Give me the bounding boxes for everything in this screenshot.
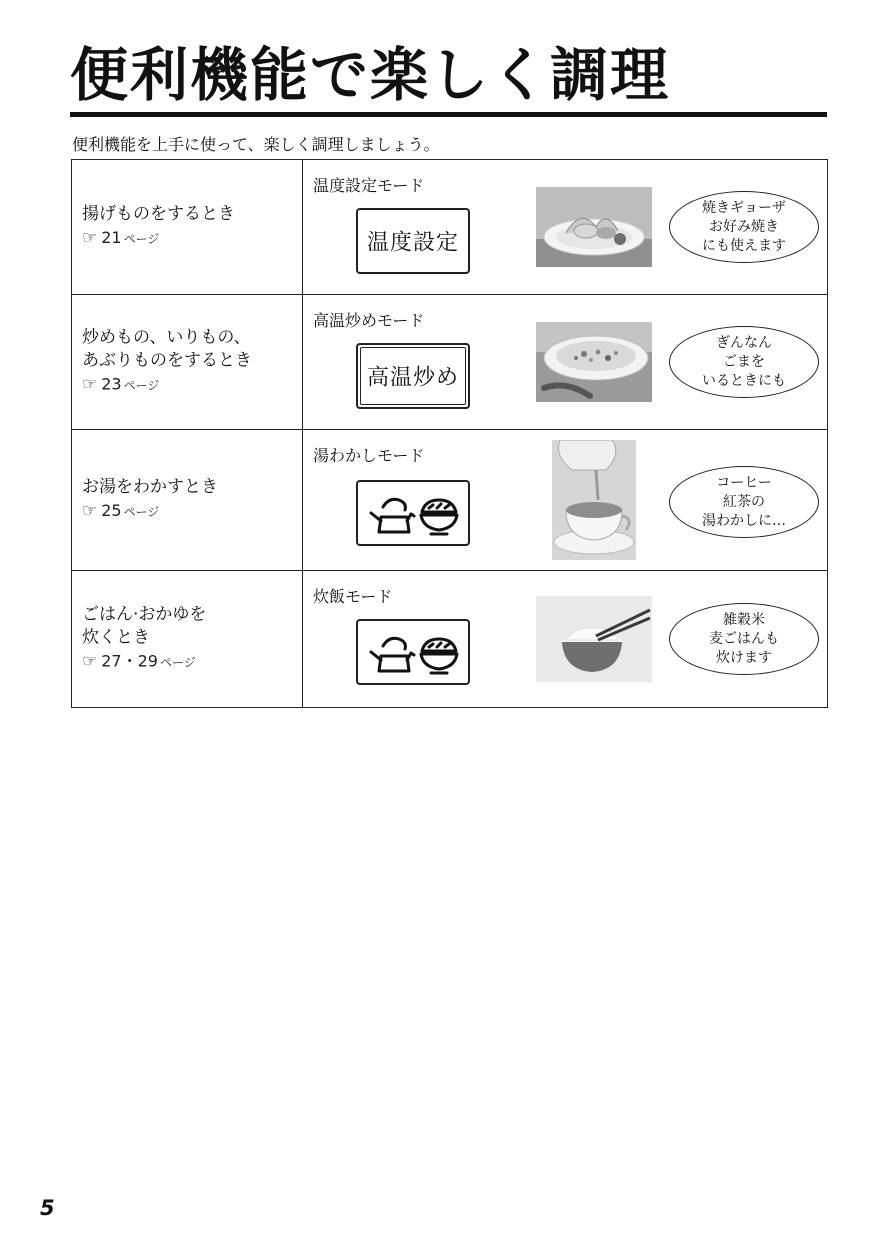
page-reference [82,373,298,398]
note-bubble [669,466,819,538]
note-line: 麦ごはんも [709,630,779,647]
page-title: 便利機能で楽しく調理 [70,41,671,109]
note-line: 炊けます [716,649,772,666]
note-line: 雑穀米 [723,611,765,628]
title-underline [70,112,827,117]
mode-label: 湯わかしモード [313,446,425,465]
use-text: お湯をわかすとき [82,477,218,497]
use-text: あぶりものをするとき [82,350,252,371]
rice-bowl-icon [421,500,457,534]
rice-bowl-icon [421,639,457,673]
mode-cell [303,571,828,708]
mode-label: 高温炒めモード [313,311,425,330]
use-text: ごはん·おかゆを [82,604,207,625]
mode-label: 炊飯モード [313,587,393,606]
mode-label: 温度設定モード [313,176,425,195]
use-text: 炒めもの、いりもの、 [82,327,251,348]
page-number-ref: 21 [101,228,122,247]
page-reference [82,499,298,524]
lead-text: 便利機能を上手に使って、楽しく調理しましょう。 [72,135,440,154]
temperature-setting-key [356,208,470,274]
table-row [72,430,828,571]
note-line: ごまを [723,353,765,370]
pointing-hand-icon: ☞ [82,374,98,395]
use-cell [72,430,303,571]
kettle-icon [371,499,414,532]
use-text: 揚げものをするとき [82,204,235,224]
table-row [72,160,828,295]
use-cell [72,160,303,295]
table-row [72,295,828,430]
pointing-hand-icon: ☞ [82,651,98,672]
feature-table [71,159,828,708]
note-line: 焼きギョーザ [702,199,786,216]
kettle-rice-key [356,480,470,546]
use-text: 炊くとき [82,627,150,648]
note-bubble [669,191,819,263]
key-label: 温度設定 [366,230,459,256]
mode-cell [303,430,828,571]
kettle-rice-key [356,619,470,685]
page-reference [82,226,298,251]
page-suffix: ページ [123,378,160,393]
note-bubble [669,603,819,675]
page-number-ref: 25 [101,501,122,520]
tempura-plate-photo [536,187,652,267]
note-bubble [669,326,819,398]
table-row [72,571,828,708]
page-number: 5 [40,1196,55,1220]
key-label: 高温炒め [366,365,459,391]
page-number-ref: 27・29 [101,651,158,671]
page-suffix: ページ [123,232,160,246]
use-cell [72,295,303,430]
use-cell [72,571,303,708]
mode-cell [303,160,828,295]
note-line: 紅茶の [723,493,765,510]
pointing-hand-icon: ☞ [82,501,98,521]
page-number-ref: 23 [101,374,122,394]
note-line: コーヒー [716,474,772,491]
note-line: いるときにも [702,372,786,389]
note-line: ぎんなん [716,334,772,351]
kettle-icon [371,638,414,671]
mode-cell [303,295,828,430]
page-suffix: ページ [123,505,160,519]
high-heat-stir-fry-key [356,343,470,409]
note-line: お好み焼き [709,218,779,235]
rice-bowl-chopsticks-photo [536,596,652,682]
page-reference [82,650,298,675]
note-line: 湯わかしに… [702,512,786,529]
page-suffix: ページ [159,655,196,670]
note-line: にも使えます [702,237,786,254]
teacup-photo [552,440,636,560]
pointing-hand-icon: ☞ [82,228,98,248]
fried-rice-plate-photo [536,322,652,402]
